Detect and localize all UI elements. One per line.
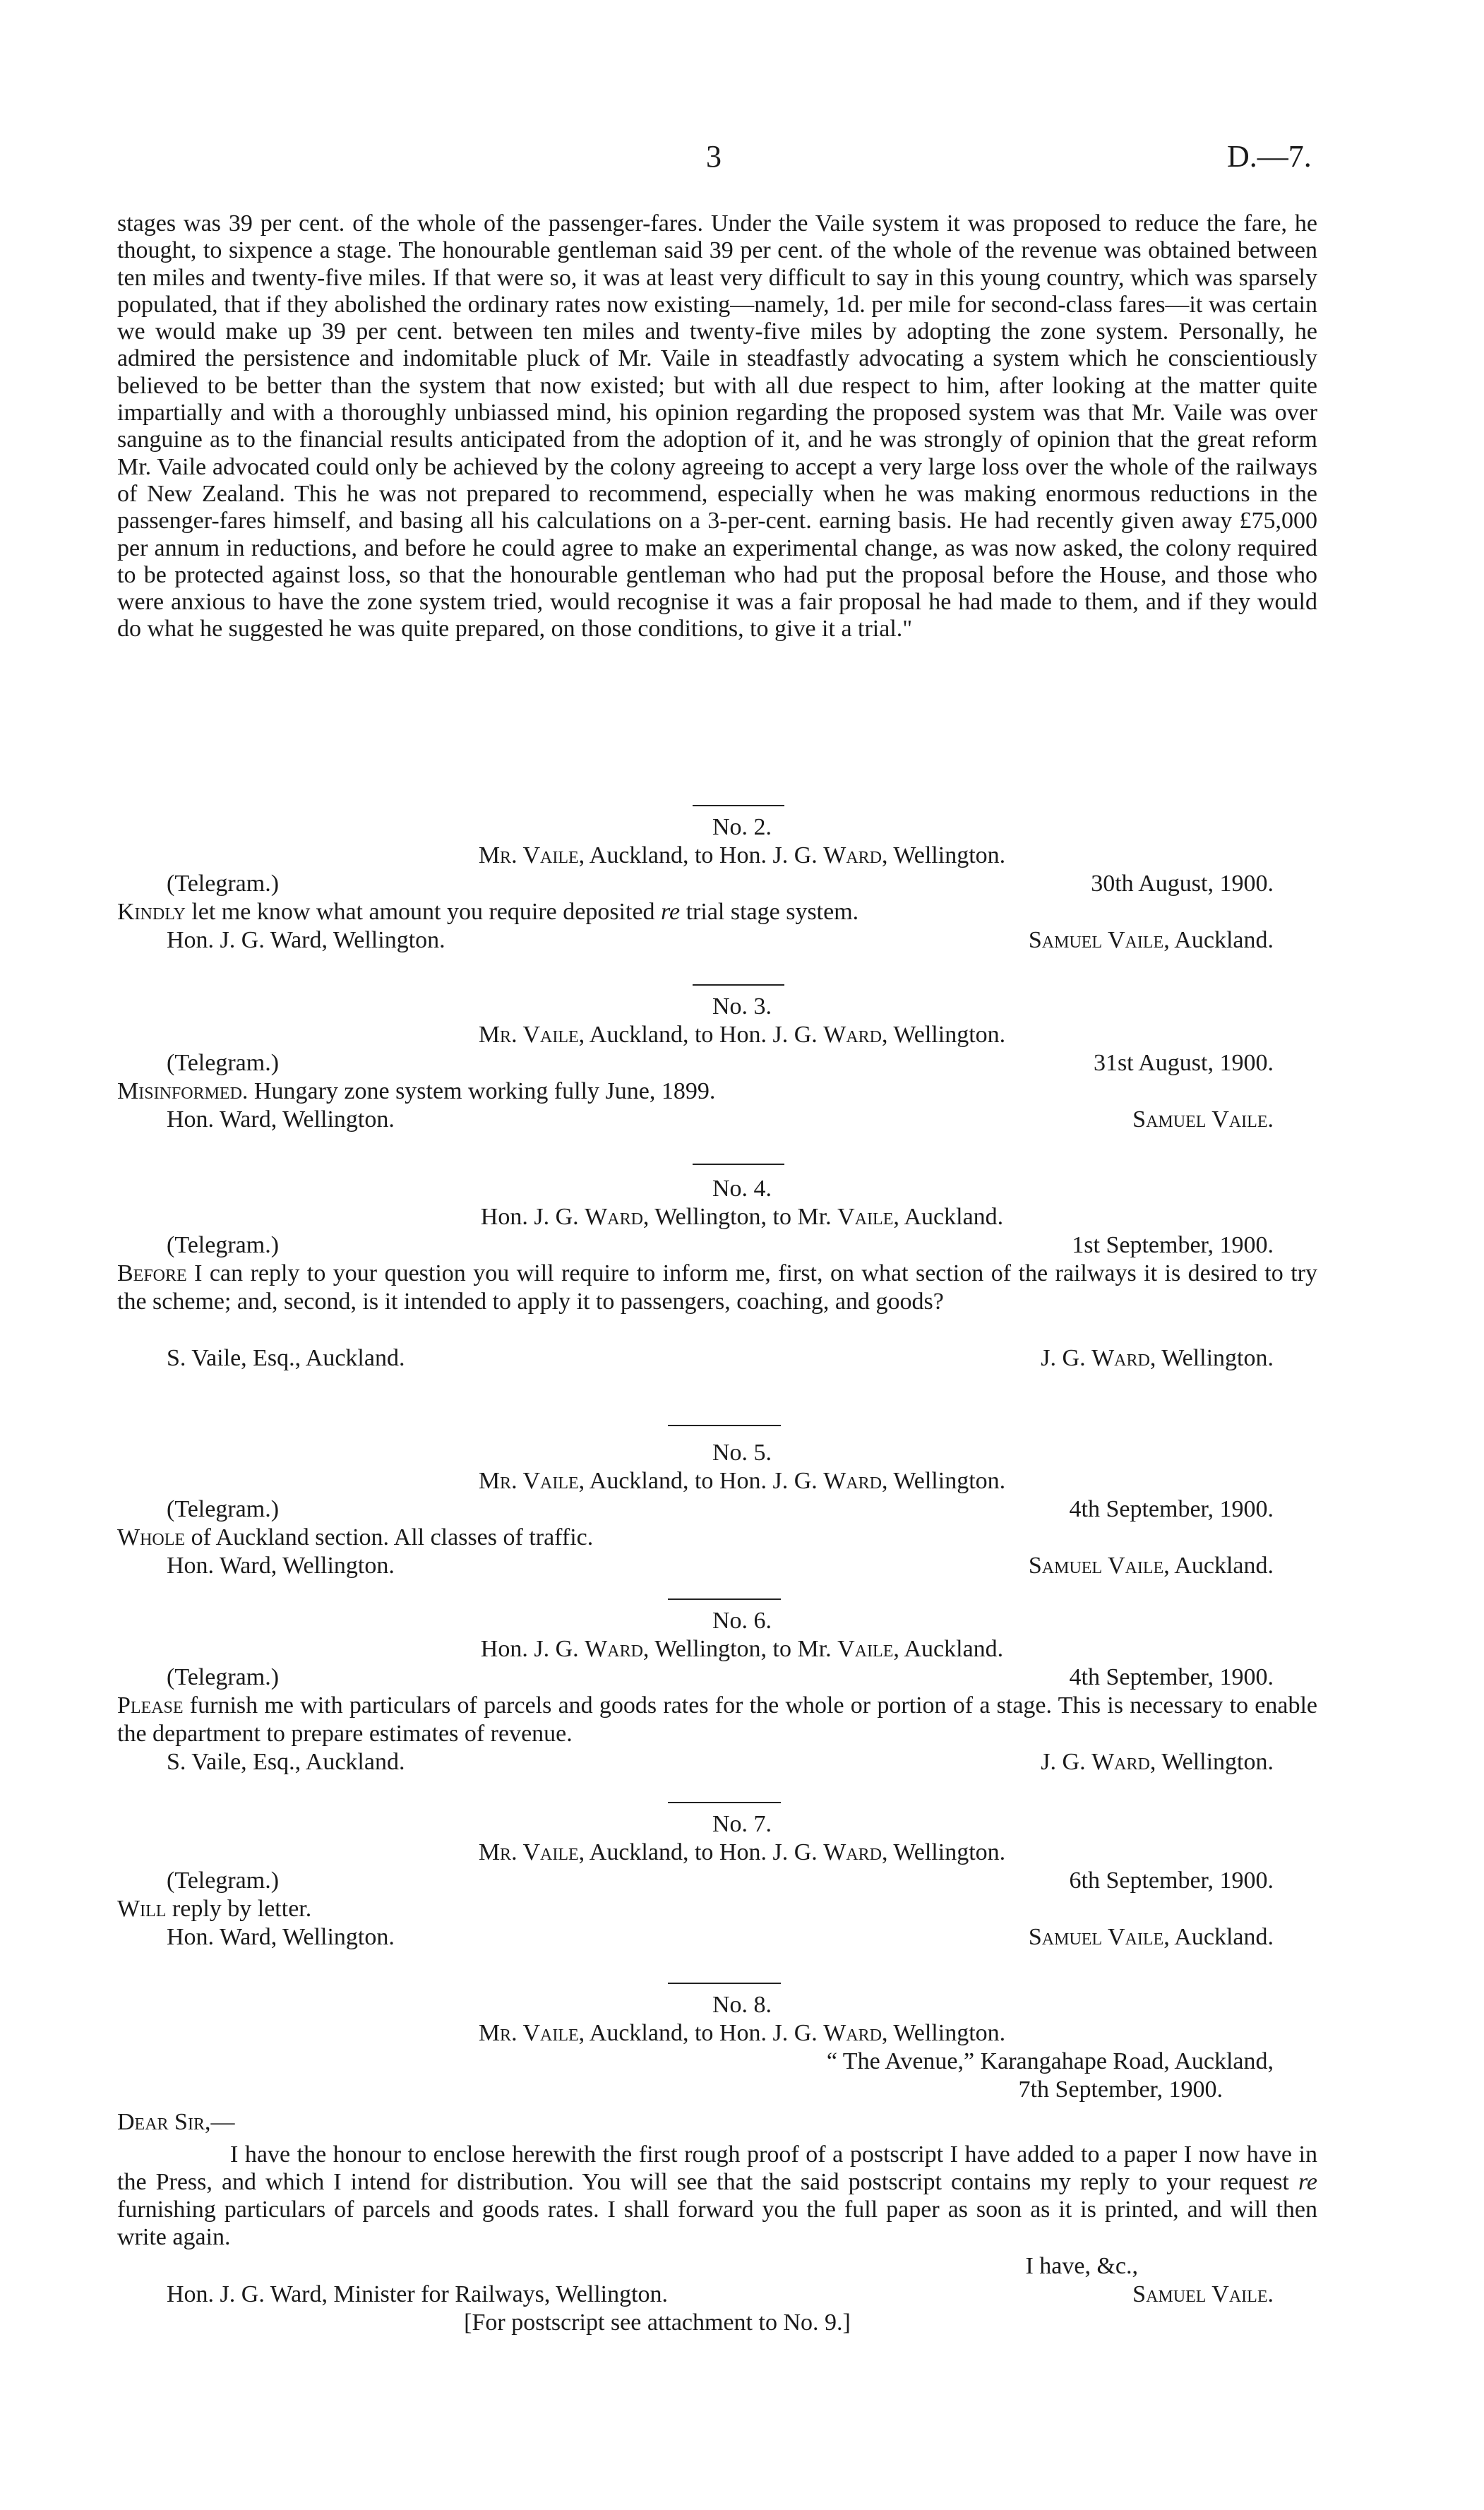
letter-addressee: Hon. J. G. Ward, Minister for Railways, Wellington. — [167, 2281, 669, 2307]
telegram-no-6 — [0, 1607, 1484, 1776]
telegram-body: Kindly let me know what amount you require deposited re trial stage system. — [117, 899, 859, 925]
letter-heading: Mr. Vaile, Auckland, to Hon. J. G. Ward, Wellington. — [478, 2020, 1006, 2046]
letter-closing: I have, &c., — [1025, 2253, 1138, 2279]
telegram-number: No. 2. — [712, 814, 772, 840]
telegram-signature: Samuel Vaile, Auckland. — [1028, 1553, 1274, 1579]
telegram-number: No. 3. — [712, 993, 772, 1020]
telegram-no-3 — [0, 993, 1484, 1134]
telegram-date: 6th September, 1900. — [1069, 1867, 1274, 1894]
telegram-type: (Telegram.) — [167, 1050, 280, 1076]
telegram-addressee: Hon. Ward, Wellington. — [167, 1106, 395, 1133]
telegram-signature: J. G. Ward, Wellington. — [1041, 1345, 1274, 1371]
page-number: 3 — [706, 139, 722, 174]
telegram-number: No. 6. — [712, 1608, 772, 1634]
section-divider — [693, 984, 784, 986]
letter-date: 7th September, 1900. — [1018, 2076, 1223, 2103]
document-reference: D.—7. — [1227, 139, 1312, 174]
letter-salutation: Dear Sir,— — [117, 2109, 235, 2135]
telegram-heading: Mr. Vaile, Auckland, to Hon. J. G. Ward, Wellington. — [478, 842, 1006, 868]
telegram-no-7 — [0, 1810, 1484, 1952]
telegram-no-2 — [0, 813, 1484, 955]
telegram-heading: Mr. Vaile, Auckland, to Hon. J. G. Ward, Wellington. — [478, 1022, 1006, 1048]
telegram-type: (Telegram.) — [167, 871, 280, 897]
telegram-addressee: Hon. Ward, Wellington. — [167, 1553, 395, 1579]
letter-body: I have the honour to enclose herewith the first rough proof of a postscript I have added to a paper I now have in the Press, and which I intend for distribution. You will see that the said postscript contains my reply to your request re furnishing particulars of parcels and goods rates. I shall forward you the full paper as soon as it is printed, and will then write again. — [117, 2141, 1317, 2250]
telegram-addressee: Hon. Ward, Wellington. — [167, 1924, 395, 1950]
telegram-signature: Samuel Vaile, Auckland. — [1028, 927, 1274, 953]
telegram-heading: Hon. J. G. Ward, Wellington, to Mr. Vaile, Auckland. — [480, 1636, 1004, 1662]
telegram-addressee: Hon. J. G. Ward, Wellington. — [167, 927, 445, 953]
telegram-signature: Samuel Vaile. — [1132, 1106, 1274, 1133]
telegram-heading: Hon. J. G. Ward, Wellington, to Mr. Vaile, Auckland. — [480, 1204, 1004, 1230]
section-divider — [693, 805, 784, 806]
telegram-body: Misinformed. Hungary zone system working fully June, 1899. — [117, 1078, 716, 1104]
section-divider — [668, 1425, 781, 1426]
telegram-signature: J. G. Ward, Wellington. — [1041, 1749, 1274, 1775]
section-divider — [668, 1983, 781, 1984]
telegram-number: No. 7. — [712, 1811, 772, 1837]
telegram-number: No. 4. — [712, 1176, 772, 1202]
telegram-body: Please furnish me with particulars of parcels and goods rates for the whole or portion of a stage. This is necessary to enable the department to prepare estimates of revenue. — [117, 1692, 1317, 1747]
telegram-type: (Telegram.) — [167, 1664, 280, 1690]
letter-address: “ The Avenue,” Karangahape Road, Auckland, — [826, 2048, 1274, 2074]
telegram-date: 1st September, 1900. — [1072, 1232, 1274, 1258]
section-divider — [693, 1164, 784, 1165]
telegram-date: 31st August, 1900. — [1093, 1050, 1274, 1076]
intro-paragraph: stages was 39 per cent. of the whole of the passenger-fares. Under the Vaile system it was proposed to reduce the fare, he thought, to sixpence a stage. The honourable gentleman said 39 per cent. of the whole of the revenue was obtained between ten miles and twenty-five miles. If that were so, it was at least very difficult to say in this young country, which was sparsely populated, that if they abolished the ordinary rates now existing—namely, 1d. per mile for second-class fares—it was certain we would make up 39 per cent. between ten miles and twenty-five miles by adopting the zone system. Personally, he admired the persistence and indomitable pluck of Mr. Vaile in steadfastly advocating a system which he conscientiously believed to be better than the system that now existed; but with all due respect to him, after looking at the matter quite impartially and with a thoroughly unbiassed mind, his opinion regarding the proposed system was that Mr. Vaile was over sanguine as to the financial results anticipated from the adoption of it, and he was strongly of opinion that the great reform Mr. Vaile advocated could only be achieved by the colony agreeing to accept a very large loss over the whole of the railways of New Zealand. This he was not prepared to recommend, especially when he was making enormous reductions in the passenger-fares himself, and basing all his calculations on a 3-per-cent. earning basis. He had recently given away £75,000 per annum in reductions, and before he could agree to make an experimental change, as was now asked, the colony required to be protected against loss, so that the honourable gentleman who had put the proposal before the House, and those who were anxious to have the zone system tried, would recognise it was a fair proposal he had made to them, and if they would do what he suggested he was quite prepared, on those conditions, to give it a trial." — [117, 210, 1317, 643]
telegram-addressee: S. Vaile, Esq., Auckland. — [167, 1345, 405, 1371]
letter-number: No. 8. — [712, 1992, 772, 2018]
telegram-body: Before I can reply to your question you will require to inform me, first, on what section of the railways it is desired to try the scheme; and, second, is it intended to apply it to passengers, coaching, and goods? — [117, 1260, 1317, 1315]
telegram-type: (Telegram.) — [167, 1867, 280, 1894]
telegram-heading: Mr. Vaile, Auckland, to Hon. J. G. Ward, Wellington. — [478, 1839, 1006, 1865]
letter-signature: Samuel Vaile. — [1132, 2281, 1274, 2307]
telegram-no-5 — [0, 1439, 1484, 1580]
letter-no-8 — [0, 1991, 1484, 2135]
telegram-type: (Telegram.) — [167, 1232, 280, 1258]
telegram-heading: Mr. Vaile, Auckland, to Hon. J. G. Ward, Wellington. — [478, 1468, 1006, 1494]
telegram-date: 4th September, 1900. — [1069, 1496, 1274, 1522]
telegram-addressee: S. Vaile, Esq., Auckland. — [167, 1749, 405, 1775]
postscript-note: [For postscript see attachment to No. 9.] — [464, 2309, 851, 2336]
telegram-signature: Samuel Vaile, Auckland. — [1028, 1924, 1274, 1950]
section-divider — [668, 1598, 781, 1600]
letter-closing-block — [0, 2252, 1484, 2337]
telegram-date: 30th August, 1900. — [1091, 871, 1274, 897]
telegram-body: Will reply by letter. — [117, 1896, 312, 1922]
telegram-number: No. 5. — [712, 1440, 772, 1466]
telegram-date: 4th September, 1900. — [1069, 1664, 1274, 1690]
section-divider — [668, 1802, 781, 1803]
telegram-type: (Telegram.) — [167, 1496, 280, 1522]
telegram-body: Whole of Auckland section. All classes of traffic. — [117, 1524, 594, 1550]
telegram-no-4 — [0, 1175, 1484, 1373]
